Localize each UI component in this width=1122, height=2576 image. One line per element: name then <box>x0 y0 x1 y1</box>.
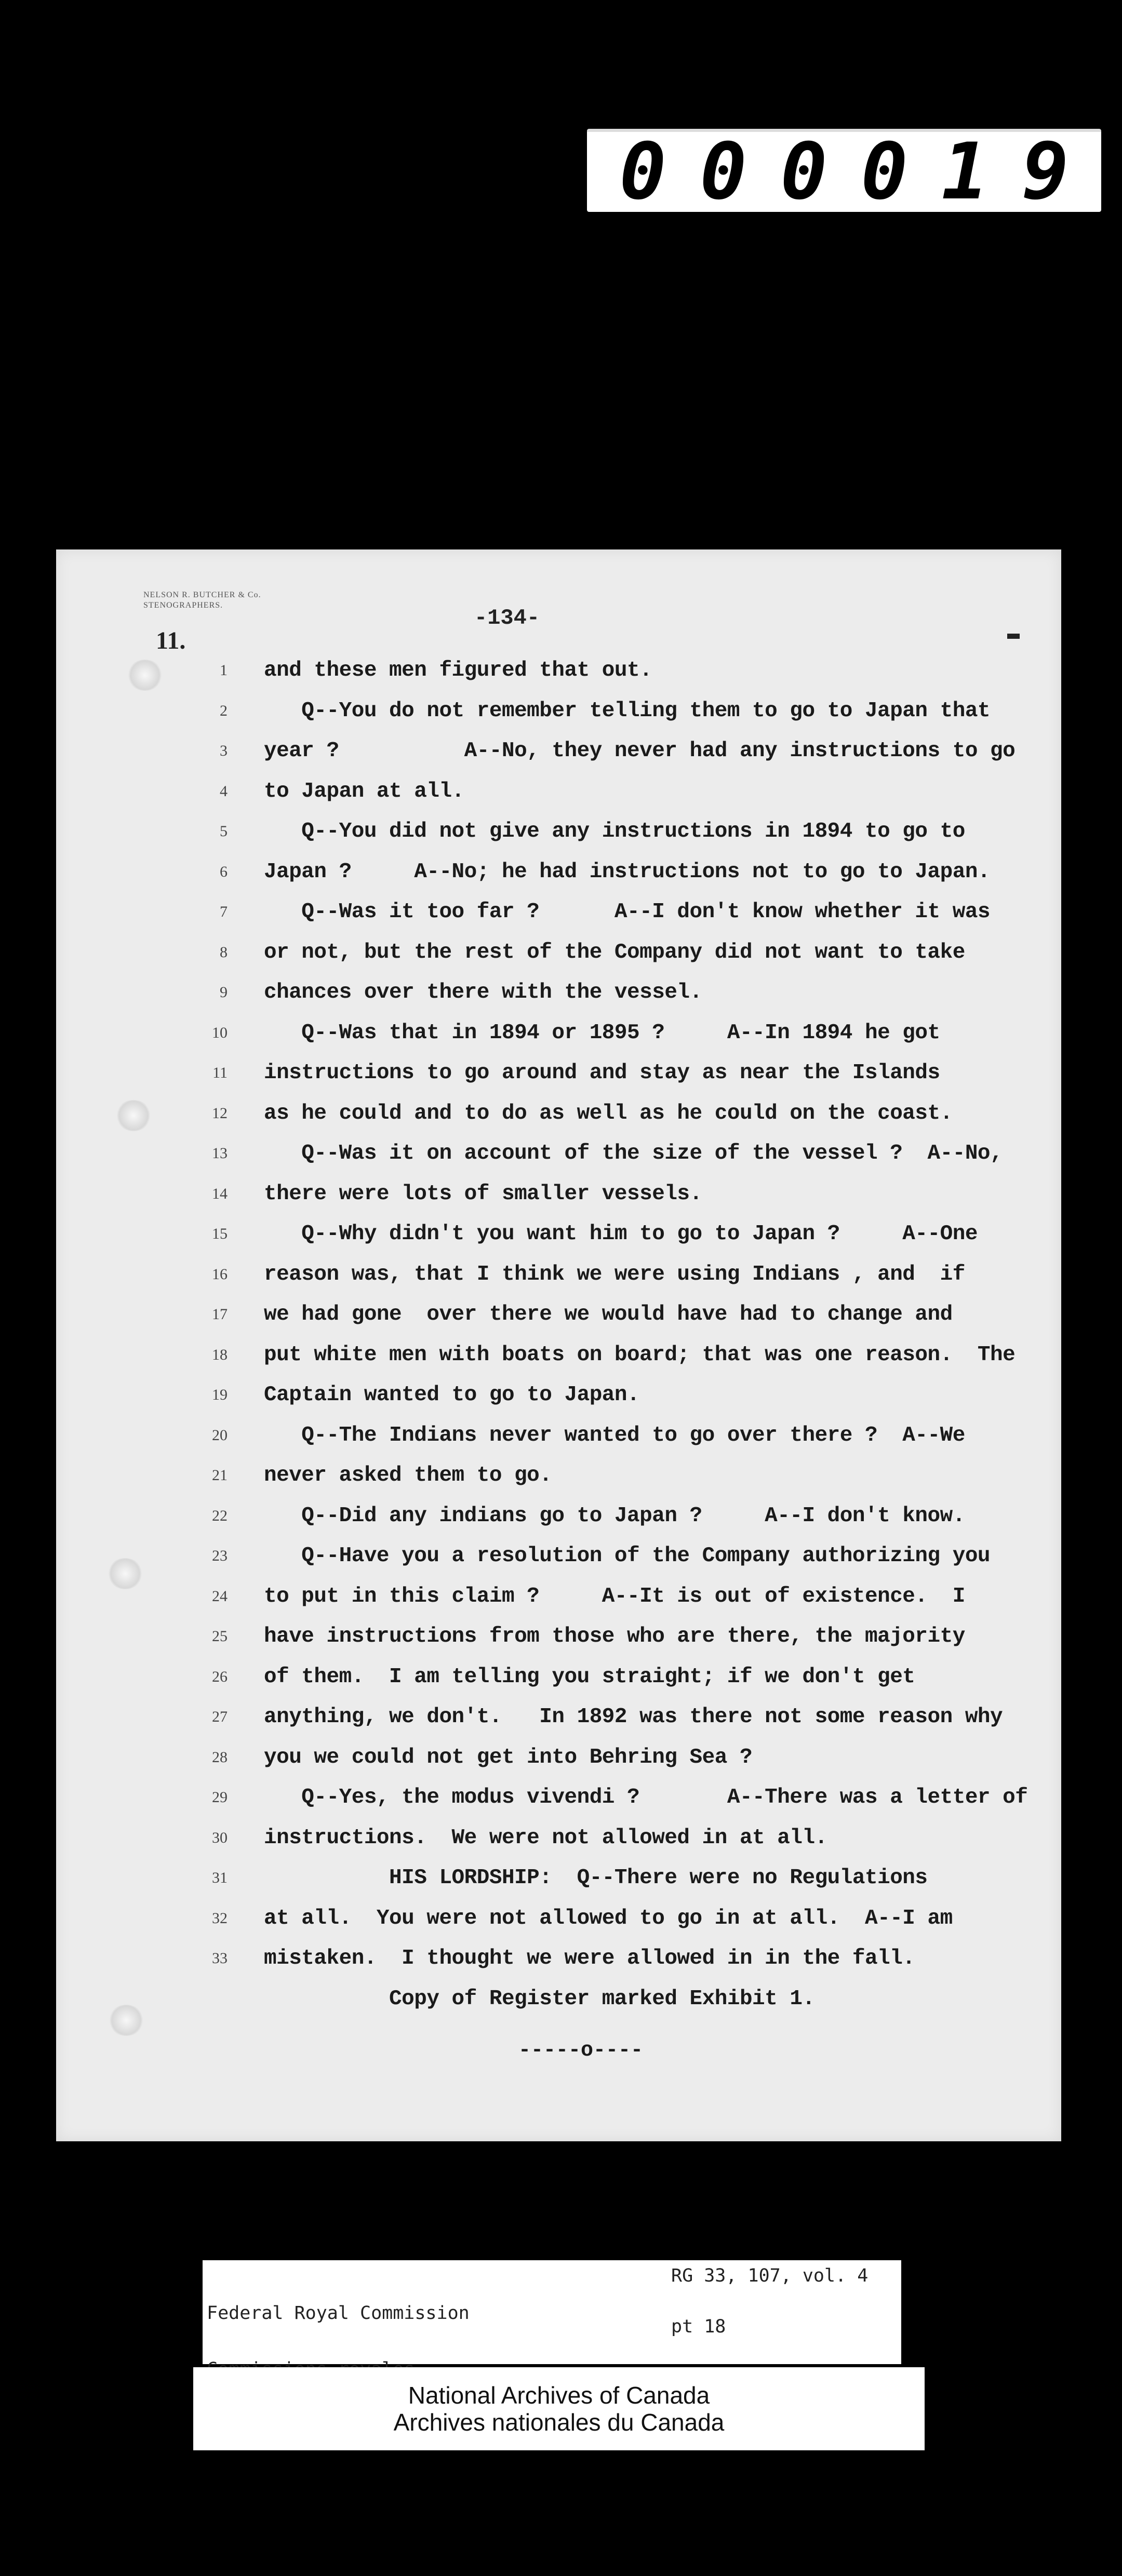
punch-hole <box>115 1100 152 1131</box>
line-number: 22 <box>212 1507 228 1524</box>
stenographer-stamp <box>143 590 261 611</box>
line-number: 7 <box>220 903 228 920</box>
line-number: 24 <box>212 1587 228 1605</box>
line-number: 13 <box>212 1145 228 1162</box>
transcript-line: we had gone over there we would have had to change and <box>264 1303 953 1326</box>
page-number: -134- <box>474 606 540 630</box>
transcript-line: Q--Was that in 1894 or 1895 ? A--In 1894 he got <box>264 1021 940 1045</box>
line-number: 17 <box>212 1306 228 1323</box>
transcript-line: as he could and to do as well as he could on the coast. <box>264 1101 953 1125</box>
line-number: 15 <box>212 1225 228 1242</box>
transcript-line: you we could not get into Behring Sea ? <box>264 1745 753 1769</box>
line-number: 23 <box>212 1547 228 1564</box>
line-number: 9 <box>220 984 228 1001</box>
line-number: 10 <box>212 1024 228 1041</box>
transcript-line: or not, but the rest of the Company did not want to take <box>264 940 965 964</box>
line-number: 29 <box>212 1789 228 1806</box>
transcript-line: Q--The Indians never wanted to go over there ? A--We <box>264 1423 965 1447</box>
transcript-line: and these men figured that out. <box>264 659 652 682</box>
nac-name-french: Archives nationales du Canada <box>393 2409 725 2436</box>
transcript-line: anything, we don't. In 1892 was there not some reason why <box>264 1705 1003 1729</box>
line-number: 2 <box>220 702 228 719</box>
document-page <box>56 549 1061 2141</box>
transcript-line: Q--You do not remember telling them to go to Japan that <box>264 699 991 723</box>
line-number: 31 <box>212 1869 228 1886</box>
part-number: pt 18 <box>671 2316 726 2337</box>
record-group-reference: RG 33, 107, vol. 4 <box>671 2265 869 2286</box>
stamp-line: NELSON R. BUTCHER & Co. <box>143 591 261 599</box>
line-number: 26 <box>212 1668 228 1685</box>
transcript-line: to Japan at all. <box>264 779 464 803</box>
transcript-line: never asked them to go. <box>264 1464 552 1487</box>
line-number: 19 <box>212 1386 228 1403</box>
transcript-line: Q--You did not give any instructions in 1894 to go to <box>264 820 965 843</box>
line-number: 33 <box>212 1950 228 1967</box>
transcript-line: of them. I am telling you straight; if we don't get <box>264 1665 915 1689</box>
line-number: 27 <box>212 1708 228 1725</box>
line-number: 8 <box>220 943 228 961</box>
line-number: 6 <box>220 863 228 880</box>
transcript-line: Q--Have you a resolution of the Company authorizing you <box>264 1544 991 1568</box>
transcript-line: chances over there with the vessel. <box>264 981 702 1004</box>
transcript-line: Q--Why didn't you want him to go to Japan ? A--One <box>264 1222 978 1246</box>
line-number: 32 <box>212 1909 228 1927</box>
transcript-line: reason was, that I think we were using Indians , and if <box>264 1262 965 1286</box>
transcript-line: there were lots of smaller vessels. <box>264 1182 702 1206</box>
transcript-line: year ? A--No, they never had any instructions to go <box>264 739 1016 763</box>
frame-digit: 0 <box>700 127 747 217</box>
frame-digit: 0 <box>861 127 908 217</box>
line-number: 28 <box>212 1748 228 1766</box>
frame-digit: 0 <box>619 127 666 217</box>
transcript-line: to put in this claim ? A--It is out of existence. I <box>264 1584 965 1608</box>
transcript-line: instructions. We were not allowed in at all. <box>264 1826 827 1850</box>
corner-mark <box>1007 634 1020 639</box>
line-number: 11 <box>212 1064 228 1081</box>
stamp-line: STENOGRAPHERS. <box>143 601 223 610</box>
line-number: 21 <box>212 1467 228 1484</box>
line-number: 3 <box>220 742 228 759</box>
transcript-line: Captain wanted to go to Japan. <box>264 1383 640 1407</box>
national-archives-label <box>193 2367 925 2450</box>
transcript-line: Q--Yes, the modus vivendi ? A--There was a letter of <box>264 1786 1028 1809</box>
commission-line: Federal Royal Commission <box>207 2303 470 2324</box>
archive-reference-label <box>203 2260 901 2364</box>
end-mark: -----o---- <box>518 2039 644 2062</box>
transcript-line: Q--Was it too far ? A--I don't know whether it was <box>264 900 991 924</box>
line-number: 16 <box>212 1265 228 1283</box>
transcript-line: at all. You were not allowed to go in at all. A--I am <box>264 1906 953 1930</box>
punch-hole <box>127 660 163 691</box>
transcript-line: Japan ? A--No; he had instructions not to go to Japan. <box>264 860 991 884</box>
frame-digit: 9 <box>1022 127 1069 217</box>
punch-hole <box>107 1558 143 1589</box>
nac-name-english: National Archives of Canada <box>408 2382 710 2409</box>
transcript-line: instructions to go around and stay as near the Islands <box>264 1061 940 1085</box>
line-number: 30 <box>212 1829 228 1846</box>
frame-digit: 1 <box>941 127 989 217</box>
line-number: 18 <box>212 1346 228 1363</box>
transcript-line: Q--Was it on account of the size of the vessel ? A--No, <box>264 1142 1003 1165</box>
line-number: 20 <box>212 1426 228 1444</box>
transcript-line: mistaken. I thought we were allowed in in the fall. <box>264 1947 915 1970</box>
transcript-line: Copy of Register marked Exhibit 1. <box>264 1987 815 2011</box>
frame-digit: 0 <box>780 127 827 217</box>
punch-hole <box>108 2005 144 2036</box>
line-number: 1 <box>220 662 228 679</box>
line-number: 25 <box>212 1628 228 1645</box>
transcript-line: Q--Did any indians go to Japan ? A--I don't know. <box>264 1504 965 1528</box>
line-number: 12 <box>212 1104 228 1122</box>
line-number: 4 <box>220 782 228 800</box>
frame-number-label <box>587 127 1101 217</box>
transcript-line: put white men with boats on board; that was one reason. The <box>264 1343 1016 1367</box>
transcript-line: HIS LORDSHIP: Q--There were no Regulations <box>264 1866 928 1890</box>
page-reference: 11. <box>156 627 186 654</box>
line-number: 5 <box>220 823 228 840</box>
transcript-line: have instructions from those who are there, the majority <box>264 1625 965 1648</box>
line-number: 14 <box>212 1185 228 1202</box>
